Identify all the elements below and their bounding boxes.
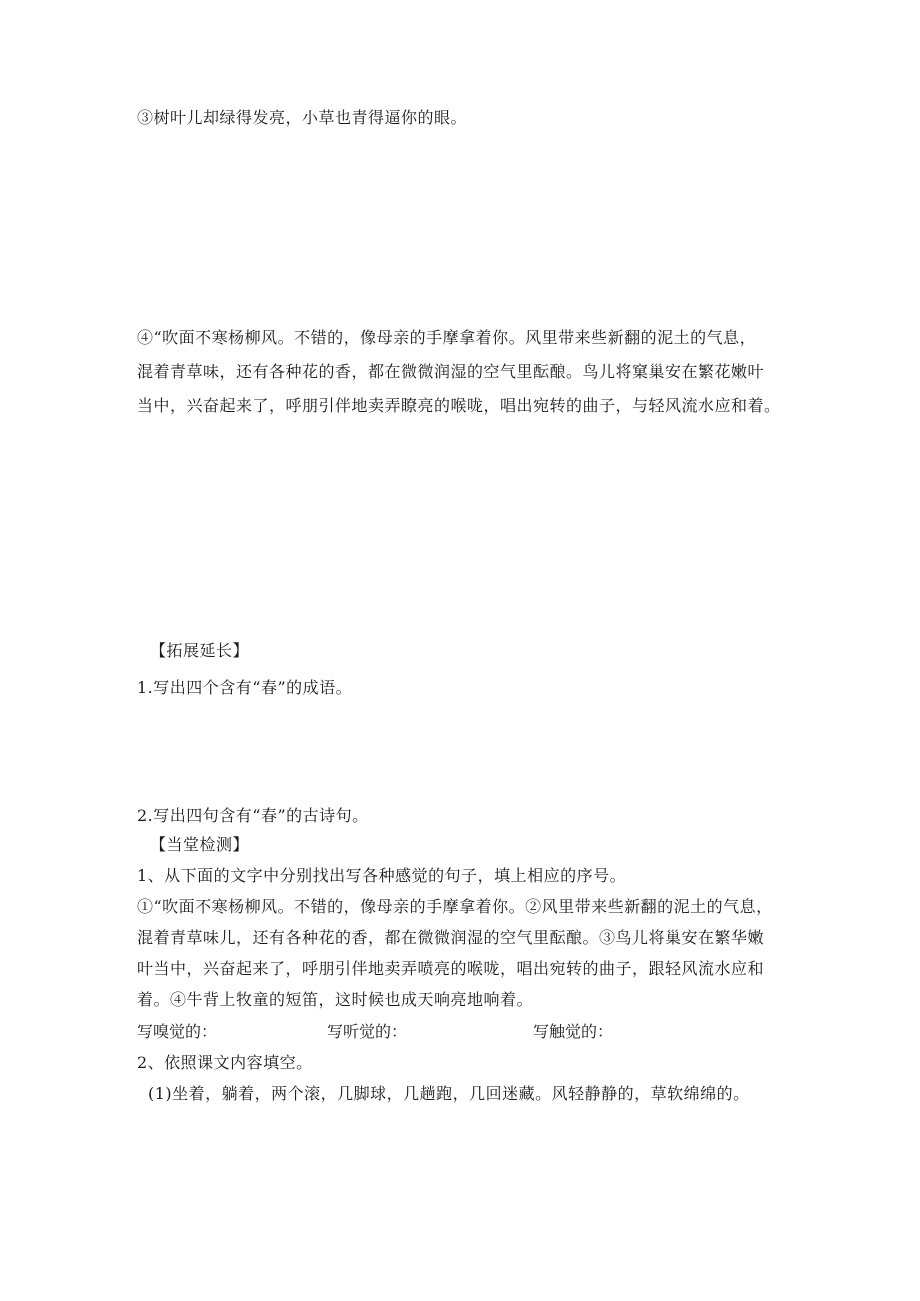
fill-touch-label: 写触觉的： <box>533 1022 614 1041</box>
check-passage-line-2: 混着青草味儿，还有各种花的香，都在微微润湿的空气里酝酿。③鸟儿将巢安在繁华嫩 <box>137 928 765 947</box>
check-question-2-sub-1: (1)坐着，躺着，两个滚，几脚球，几趟跑，几回迷藏。风轻静静的，草软绵绵的。 <box>148 1084 750 1103</box>
item-4-line-1: ④“吹面不寒杨柳风。不错的，像母亲的手摩拿着你。风里带来些新翻的泥土的气息， <box>137 328 757 347</box>
classroom-check-heading: 【当堂检测】 <box>150 835 250 854</box>
check-question-2: 2、依照课文内容填空。 <box>137 1053 313 1072</box>
item-4-line-2: 混着青草味，还有各种花的香，都在微微润湿的空气里酝酿。鸟儿将窠巢安在繁花嫩叶 <box>137 362 765 381</box>
extension-question-1: 1.写出四个含有“春”的成语。 <box>137 678 353 697</box>
check-passage-line-3: 叶当中，兴奋起来了，呼朋引伴地卖弄喷亮的喉咙，唱出宛转的曲子，跟轻风流水应和 <box>137 959 765 978</box>
extension-heading: 【拓展延长】 <box>150 641 250 660</box>
fill-hearing-label: 写听觉的： <box>327 1022 408 1041</box>
item-4-line-3: 当中，兴奋起来了，呼朋引伴地卖弄瞭亮的喉咙，唱出宛转的曲子，与轻风流水应和着。 <box>137 396 781 415</box>
extension-question-2: 2.写出四句含有“春”的古诗句。 <box>137 806 369 825</box>
item-3-text: ③树叶儿却绿得发亮，小草也青得逼你的眼。 <box>137 108 468 127</box>
fill-smell-label: 写嗅觉的： <box>137 1022 218 1041</box>
check-question-1: 1、从下面的文字中分别找出写各种感觉的句子，填上相应的序号。 <box>137 866 627 885</box>
check-passage-line-4: 着。④牛背上牧童的短笛，这时候也成天响亮地响着。 <box>137 990 534 1009</box>
check-passage-line-1: ①“吹面不寒杨柳风。不错的，像母亲的手摩拿着你。②风里带来些新翻的泥土的气息， <box>137 897 773 916</box>
